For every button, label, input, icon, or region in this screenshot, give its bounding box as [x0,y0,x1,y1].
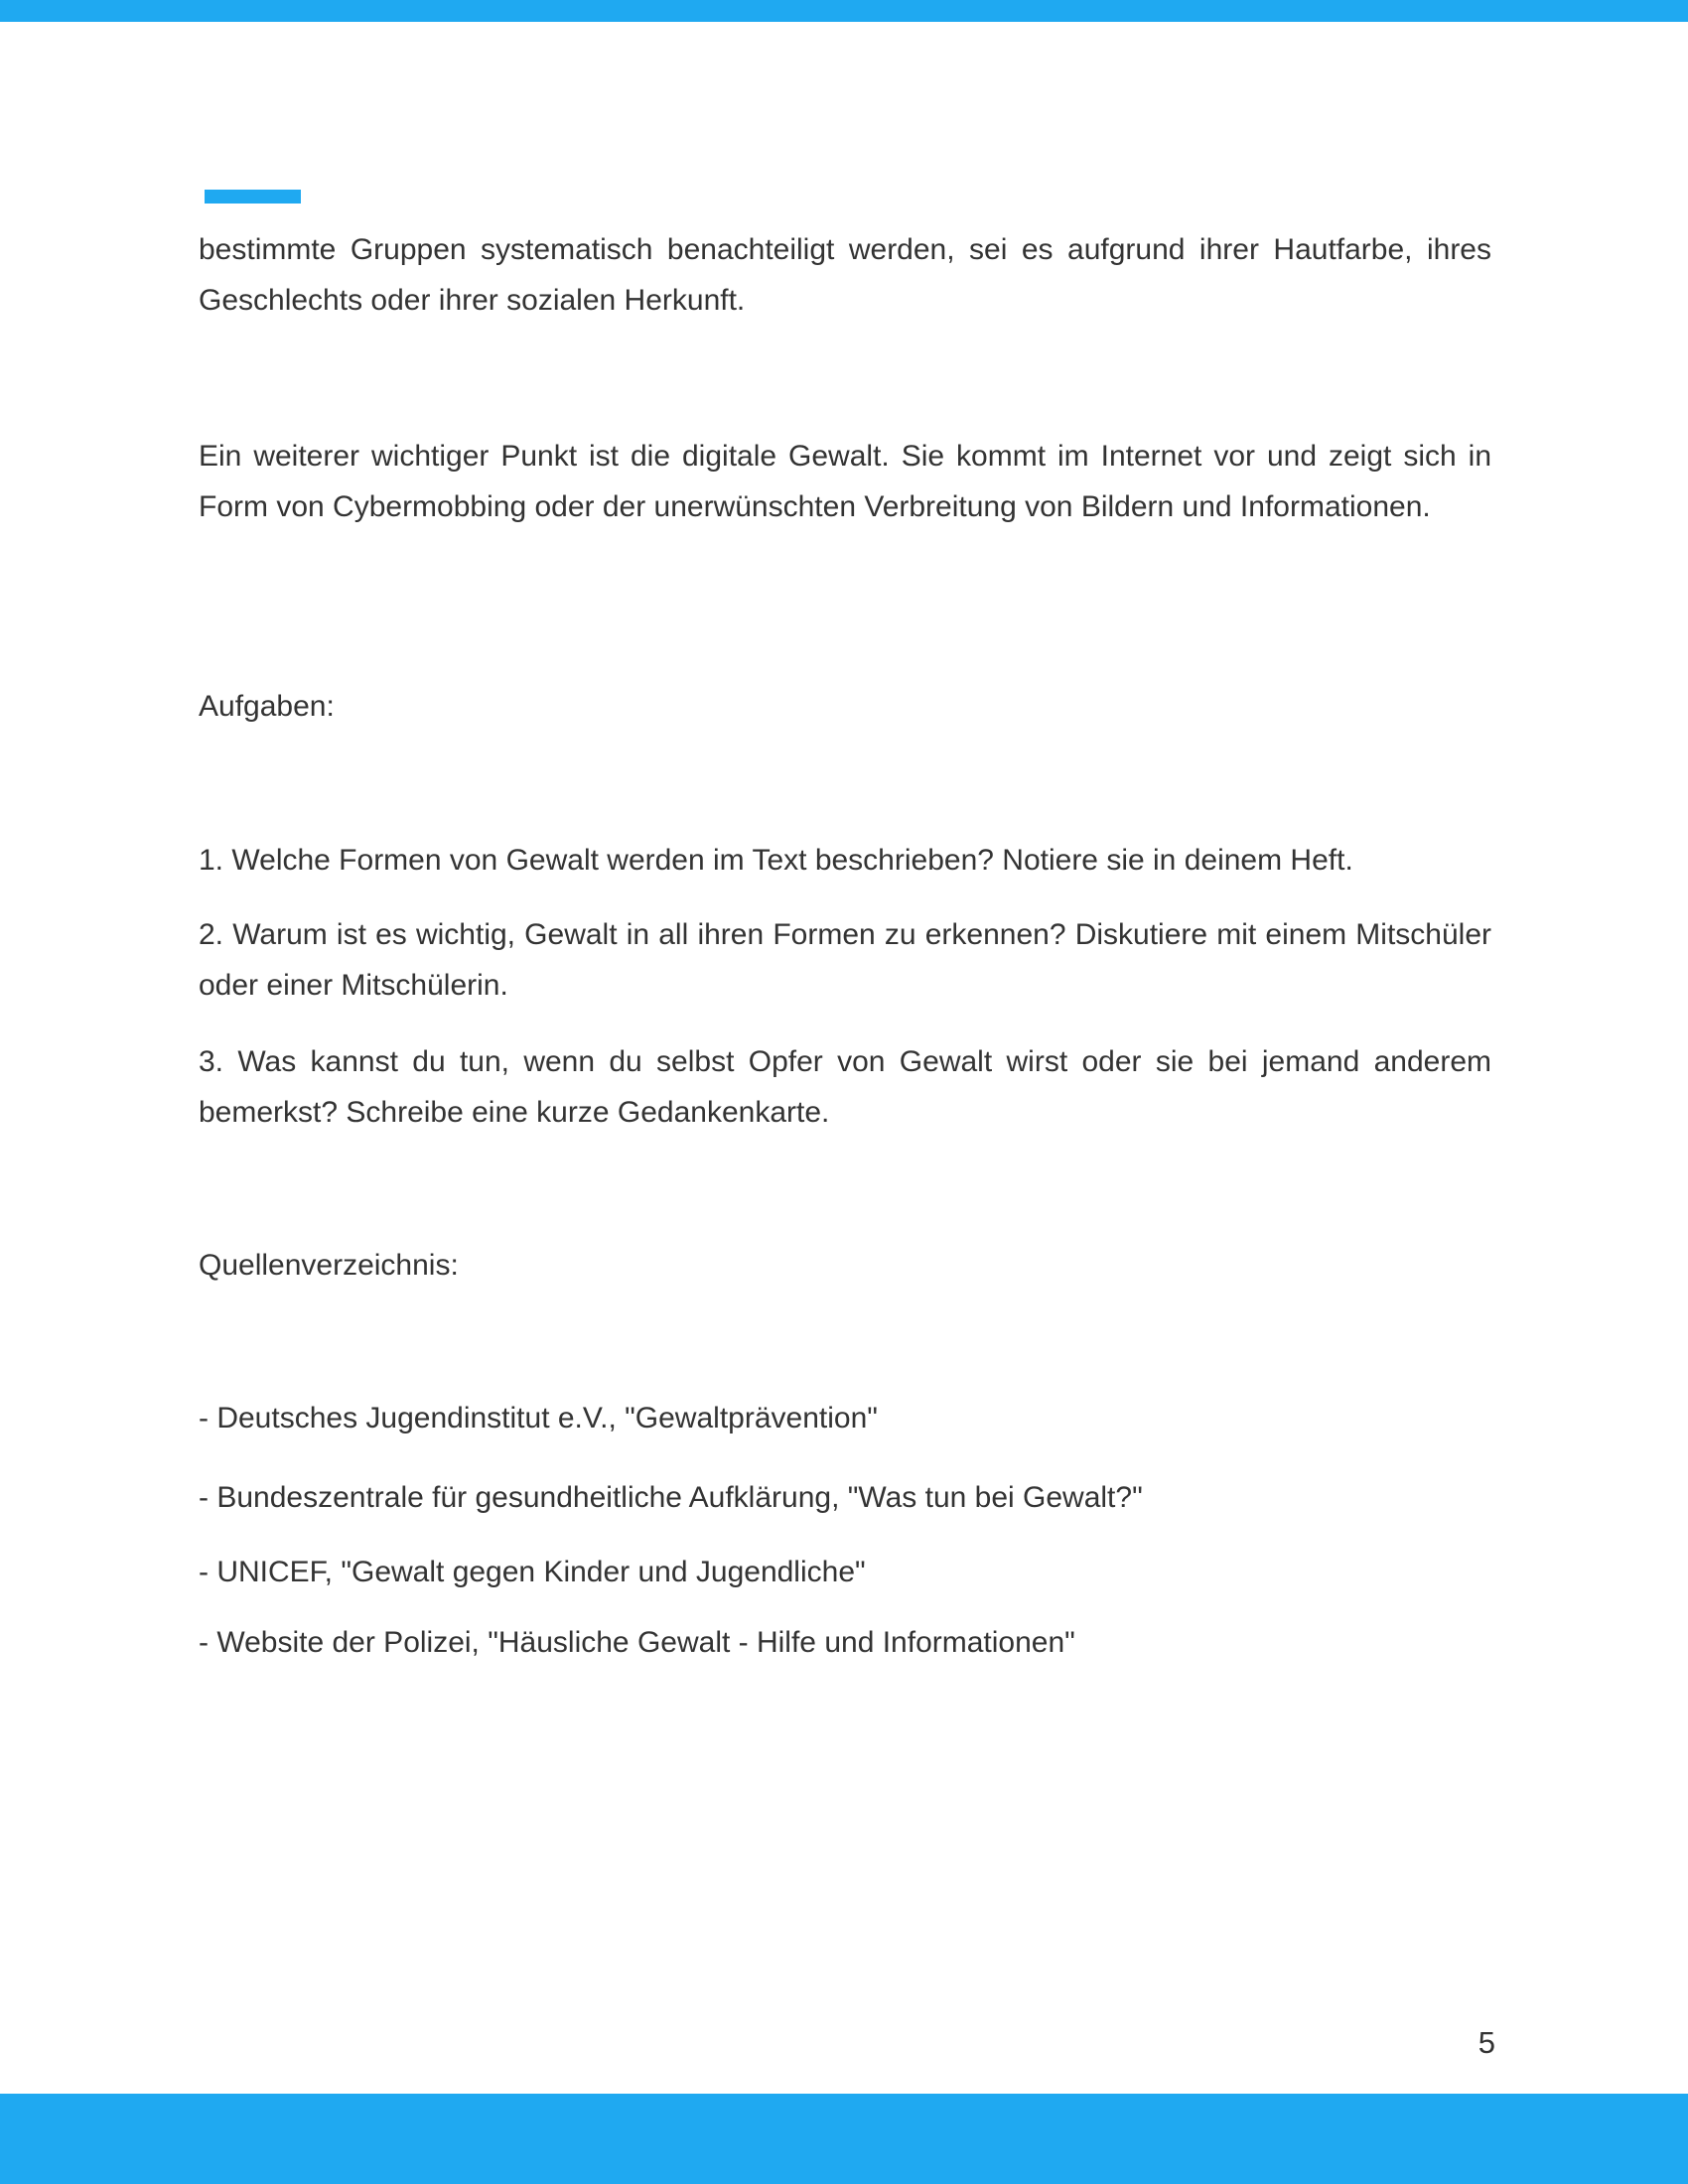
source-item-4: - Website der Polizei, "Häusliche Gewalt - Hilfe und Informationen" [199,1626,1075,1659]
sources-heading: Quellenverzeichnis: [199,1249,459,1282]
accent-rectangle [205,190,301,204]
task-item-2: 2. Warum ist es wichtig, Gewalt in all ihren Formen zu erkennen? Diskutiere mit einem Mitschüler oder einer Mitschülerin. [199,918,1491,1002]
tasks-heading: Aufgaben: [199,690,335,723]
task-item-1: 1. Welche Formen von Gewalt werden im Text beschrieben? Notiere sie in deinem Heft. [199,844,1353,877]
source-item-1: - Deutsches Jugendinstitut e.V., "Gewaltprävention" [199,1402,878,1434]
top-accent-bar [0,0,1688,22]
source-item-2: - Bundeszentrale für gesundheitliche Aufklärung, "Was tun bei Gewalt?" [199,1481,1143,1514]
page-number: 5 [1477,2025,1495,2060]
body-paragraph: Ein weiterer wichtiger Punkt ist die digitale Gewalt. Sie kommt im Internet vor und zeigt sich in Form von Cybermobbing oder der unerwünschten Verbreitung von Bildern und Informationen. [199,440,1491,523]
task-item-3: 3. Was kannst du tun, wenn du selbst Opfer von Gewalt wirst oder sie bei jemand anderem bemerkst? Schreibe eine kurze Gedankenkarte. [199,1045,1491,1129]
body-paragraph: bestimmte Gruppen systematisch benachteiligt werden, sei es aufgrund ihrer Hautfarbe, ihres Geschlechts oder ihrer sozialen Herkunft. [199,233,1491,317]
bottom-accent-bar [0,2094,1688,2184]
source-item-3: - UNICEF, "Gewalt gegen Kinder und Jugendliche" [199,1556,866,1588]
